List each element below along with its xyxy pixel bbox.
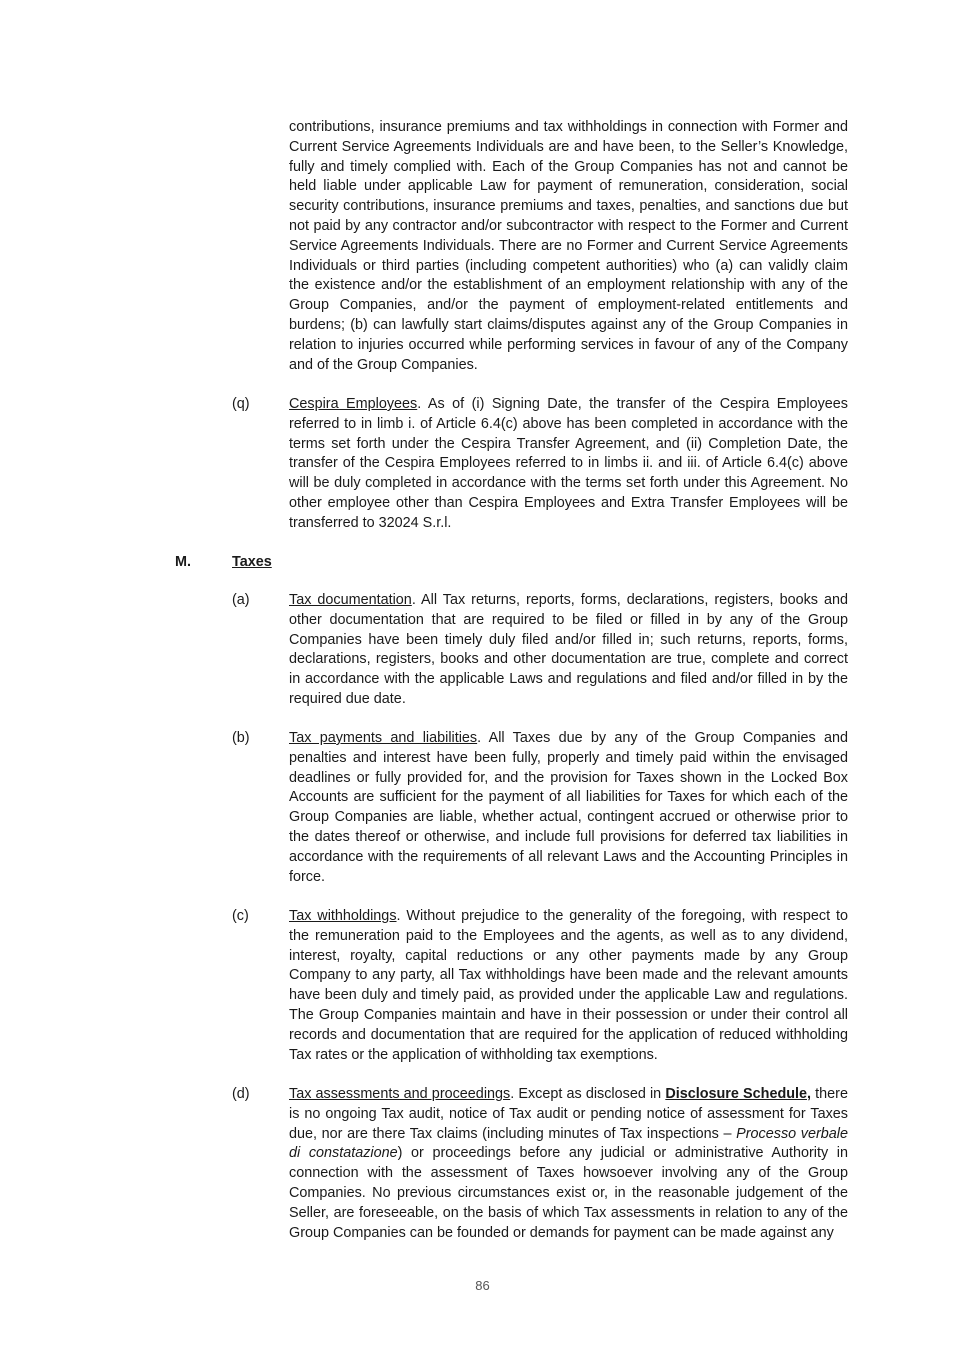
item-a-text: . All Tax returns, reports, forms, declarations, registers, books and other documentation that are required to be filed or filled in by any of the Group Companies have been timely duly filed and/or filled in; such returns, reports, forms, declarations, registers, books and other documentation are true, complete and correct in accordance with the applicable Laws and regulations and filed and/or filled in by the required due date. bbox=[289, 592, 848, 707]
item-a-heading: Tax documentation bbox=[289, 592, 412, 608]
item-q-paragraph bbox=[289, 395, 848, 534]
item-d-text-1: . Except as disclosed in bbox=[510, 1086, 666, 1102]
item-b-text: . All Taxes due by any of the Group Companies and penalties and interest have been fully, properly and timely paid within the envisaged deadlines or fully provided for, and the provision for Taxes shown in the Locked Box Accounts are sufficient for the payment of all liabilities for Taxes for which each of the Group Companies are liable, whether actual, contingent accrued or otherwise prior to the dates thereof or otherwise, and include full provisions for deferred tax liabilities in accordance with the requirements of all relevant Laws and the Accounting Principles in force. bbox=[289, 730, 848, 885]
item-d-text-2: there is no ongoing Tax audit, notice of Tax audit or pending notice of assessment for Taxes due, nor are there Tax claims (including minutes of Tax inspections – bbox=[289, 1086, 848, 1142]
item-b-paragraph bbox=[289, 729, 848, 887]
item-c-label: (c) bbox=[232, 908, 249, 924]
item-b-label: (b) bbox=[232, 730, 250, 746]
item-q-text: . As of (i) Signing Date, the transfer of the Cespira Employees referred to in limb i. of Article 6.4(c) above has been completed in accordance with the terms set forth under the Cespira Transfer Agreement, and (ii) Completion Date, the transfer of the Cespira Employees referred to in limbs ii. and iii. of Article 6.4(c) above will be duly completed in accordance with the terms set forth under this Agreement. No other employee other than Cespira Employees and Extra Transfer Employees will be transferred to 32024 S.r.l. bbox=[289, 396, 848, 531]
item-d-label: (d) bbox=[232, 1086, 250, 1102]
item-c-heading: Tax withholdings bbox=[289, 908, 397, 924]
item-d-text-3: ) or proceedings before any judicial or administrative Authority in connection with the assessment of Taxes howsoever involving any of the Group Companies. No previous circumstances exist or, in the reasonable judgement of the Seller, are foreseeable, on the basis of which Tax assessments in relation to any of the Group Companies can be founded or demands for payment can be made against any bbox=[289, 1145, 848, 1241]
item-d-italic-term: Processo verbale di constatazione bbox=[289, 1125, 848, 1162]
section-title: Taxes bbox=[232, 554, 272, 570]
item-a-label: (a) bbox=[232, 592, 250, 608]
item-c-paragraph bbox=[289, 907, 848, 1065]
item-c-text: . Without prejudice to the generality of the foregoing, with respect to the remuneration paid to the Employees and the agents, as well as to any dividend, interest, royalty, capital reductions or any other payments made by any Group Company to any party, all Tax withholdings have been made and the relevant amounts have been duly and timely paid, as provided under the applicable Law and regulations. The Group Companies maintain and have in their possession or under their control all records and documentation that are required for the application of reduced withholding Tax rates or the application of withholding tax exemptions. bbox=[289, 908, 848, 1063]
item-q-heading: Cespira Employees bbox=[289, 396, 418, 412]
section-letter: M. bbox=[175, 554, 191, 570]
item-a-paragraph bbox=[289, 591, 848, 710]
disclosure-schedule-reference: Disclosure Schedule, bbox=[665, 1086, 812, 1102]
item-d-paragraph bbox=[289, 1085, 848, 1243]
item-q-label: (q) bbox=[232, 396, 250, 412]
page-number: 86 bbox=[475, 1278, 490, 1293]
continued-paragraph: contributions, insurance premiums and tax withholdings in connection with Former and Current Service Agreements Individuals are and have been, to the Seller’s Knowledge, fully and timely complied with. Each of the Group Companies has not and cannot be held liable under applicable Law for payment of remuneration, consideration, social security contributions, insurance premiums and taxes, penalties, and sanctions due but not paid by any contractor and/or subcontractor with respect to the Former and Current Service Agreements Individuals. There are no Former and Current Service Agreements Individuals or third parties (including competent authorities) who (a) can validly claim the existence and/or the establishment of an employment relationship with any of the Group Companies, and/or the payment of employment-related entitlements and burdens; (b) can lawfully start claims/disputes against any of the Group Companies in relation to injuries occurred while performing services in favour of any of the Company and of the Group Companies. bbox=[289, 119, 848, 373]
item-b-heading: Tax payments and liabilities bbox=[289, 730, 478, 746]
item-d-heading: Tax assessments and proceedings bbox=[289, 1086, 511, 1102]
